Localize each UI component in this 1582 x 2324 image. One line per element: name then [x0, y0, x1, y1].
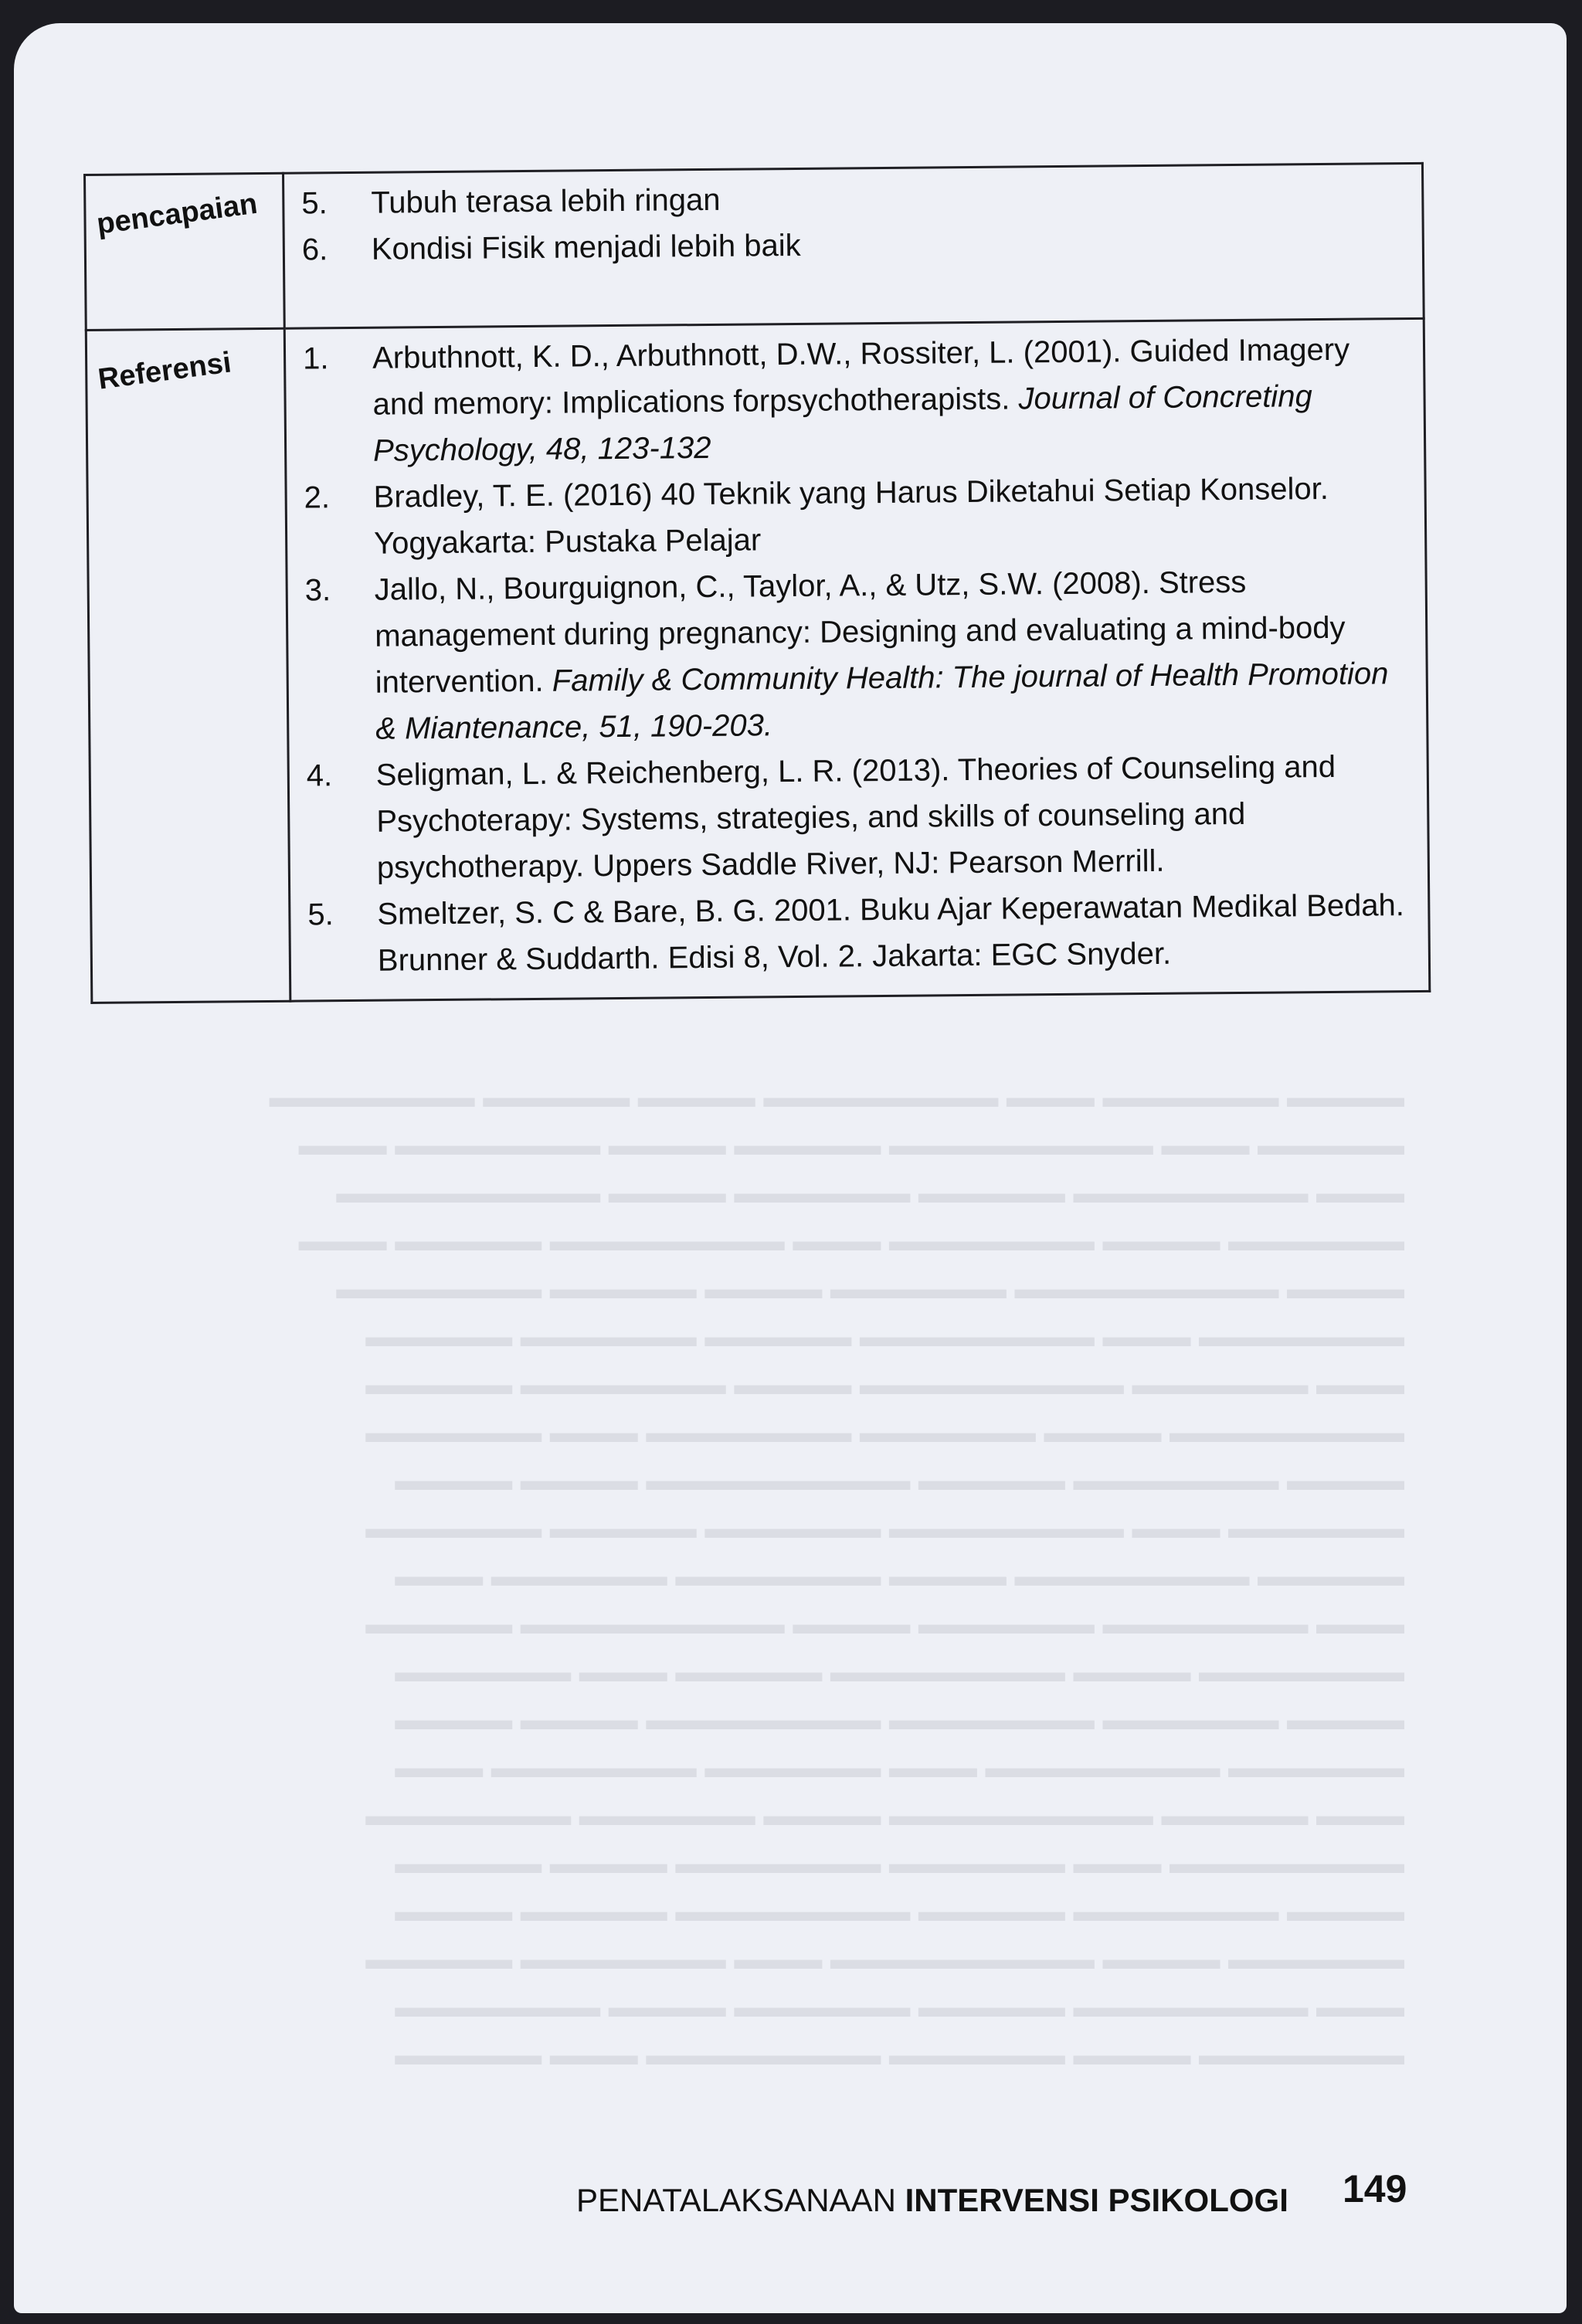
bleed-through-text: ▬▬▬▬ ▬▬▬▬▬▬ ▬▬▬ ▬▬▬▬▬▬▬▬ ▬▬▬▬ ▬▬▬▬▬ ▬▬▬▬▬▬▬ ▬▬▬▬▬ ▬▬▬ ▬▬▬▬▬▬▬▬▬ ▬▬▬▬▬ ▬▬▬▬ ▬▬▬▬▬▬▬ ▬▬▬ ▬▬▬ ▬▬▬▬▬▬▬▬ ▬▬▬▬▬ ▬▬▬▬▬▬ ▬▬▬▬ ▬▬▬▬▬▬▬▬▬ ▬▬▬▬▬▬ ▬▬▬▬ ▬▬▬▬▬▬▬ ▬▬▬ ▬▬▬▬▬▬▬▬ ▬▬▬▬▬ ▬▬▬ ▬▬▬▬ ▬▬▬▬▬▬▬▬▬ ▬▬▬▬▬▬ ▬▬▬▬ ▬▬▬▬▬ ▬▬▬▬▬▬▬ ▬▬▬▬▬▬▬ ▬▬▬ ▬▬▬▬▬▬▬▬ ▬▬▬▬▬ ▬▬▬▬▬▬ ▬▬▬▬▬ ▬▬▬ ▬▬▬▬▬▬ ▬▬▬▬▬▬▬▬▬ ▬▬▬▬ ▬▬▬▬▬▬▬ ▬▬▬▬▬ ▬▬▬▬▬▬▬▬ ▬▬▬▬ ▬▬▬▬▬▬ ▬▬▬▬▬▬▬ ▬▬▬ ▬▬▬▬▬▬ ▬▬▬▬ ▬▬▬▬▬▬▬ ▬▬▬▬▬ ▬▬▬▬▬▬▬▬▬ ▬▬▬▬ ▬▬▬▬ ▬▬▬▬▬▬ ▬▬▬ ▬▬▬▬▬▬▬▬ ▬▬▬▬▬▬ ▬▬▬▬▬ ▬▬▬▬▬▬ ▬▬▬▬▬ ▬▬▬▬▬▬▬▬ ▬▬▬▬ ▬▬▬▬▬▬▬ ▬▬▬▬▬▬ ▬▬▬ ▬▬▬ ▬▬▬▬▬▬▬ ▬▬▬▬▬▬ ▬▬▬▬ ▬▬▬▬▬▬▬▬▬ ▬▬▬▬▬ ▬▬▬▬▬▬▬ ▬▬▬▬ ▬▬▬▬▬▬▬▬ ▬▬▬▬▬ ▬▬▬ ▬▬▬▬▬▬ ▬▬▬▬ ▬▬▬▬▬▬ ▬▬▬▬▬▬▬ ▬▬▬▬▬▬▬▬ ▬▬▬▬ ▬▬▬▬ ▬▬▬▬▬▬ ▬▬▬▬▬▬▬▬ ▬▬▬ ▬▬▬▬▬▬ ▬▬▬▬▬▬▬ ▬▬▬ ▬▬▬ ▬▬▬▬▬ ▬▬▬▬▬▬▬▬▬ ▬▬▬▬ ▬▬▬▬▬▬ ▬▬▬▬▬▬▬ ▬▬▬▬▬▬▬▬ ▬▬▬ ▬▬▬▬▬▬ ▬▬▬▬▬▬▬ ▬▬▬▬ ▬▬▬▬▬ ▬▬▬▬ ▬▬▬▬▬▬▬ ▬▬▬▬▬ ▬▬▬▬▬▬▬▬ ▬▬▬▬▬ ▬▬▬▬ ▬▬▬▬▬▬ ▬▬▬▬ ▬▬▬▬▬▬▬▬▬ ▬▬▬ ▬▬▬▬▬▬▬ ▬▬▬▬▬ ▬▬▬ ▬▬▬▬▬▬▬▬ ▬▬▬▬▬ ▬▬▬▬▬▬ ▬▬▬▬ ▬▬▬▬▬▬▬ ▬▬▬▬▬▬▬ ▬▬▬▬ ▬▬▬▬▬▬ ▬▬▬▬▬▬▬▬ ▬▬▬ ▬▬▬▬▬ [269, 1081, 1404, 2071]
reference-table-wrapper [83, 162, 1431, 1039]
reference-plain: Seligman, L. & Reichenberg, L. R. (2013). Theories of Counseling and Psychoterapy: Systems, strategies, and skills of counseling and psychotherapy. Uppers Saddle River, NJ: Pearson Merrill. [375, 749, 1336, 885]
reference-plain: Jallo, N., Bourguignon, C., Taylor, A., & Utz, S.W. (2008). Stress management during pregnancy: Designing and evaluating a mind-body intervention. [374, 565, 1346, 700]
footer-prefix: PENATALAKSANAAN [576, 2182, 905, 2218]
item-number: 6. [301, 232, 328, 267]
references-list [294, 326, 1405, 984]
reference-italic: Family & Community Health: The journal of Health Promotion & Miantenance, 51, 190-203. [375, 656, 1389, 746]
reference-item [297, 743, 1405, 891]
running-footer [576, 2182, 1288, 2219]
page-number: 149 [1343, 2167, 1407, 2210]
reference-text [374, 558, 1403, 752]
reference-number: 4. [306, 758, 333, 793]
item-number: 5. [301, 186, 328, 221]
references-content-cell [284, 318, 1430, 1001]
reference-text [373, 465, 1401, 567]
achievement-label: pencapaian [94, 187, 260, 241]
reference-table [83, 162, 1431, 1004]
reference-text [372, 326, 1401, 474]
reference-number: 5. [307, 897, 334, 932]
reference-plain: Smeltzer, S. C & Bare, B. G. 2001. Buku Ajar Keperawatan Medikal Bedah. Brunner & Suddarth. Edisi 8, Vol. 2. Jakarta: EGC Snyder. [377, 888, 1405, 978]
table-row-achievement [85, 163, 1424, 330]
reference-item [298, 882, 1405, 984]
list-item [293, 217, 1399, 273]
item-text: Kondisi Fisik menjadi lebih baik [371, 228, 801, 266]
reference-item [294, 326, 1401, 474]
table-row-references [86, 318, 1430, 1003]
references-label: Referensi [96, 346, 233, 396]
achievement-label-cell [85, 173, 285, 330]
reference-item [295, 558, 1403, 752]
references-label-cell [86, 328, 290, 1003]
reference-text [376, 743, 1405, 891]
reference-text [377, 882, 1405, 984]
reference-number: 3. [304, 573, 331, 608]
reference-plain: Arbuthnott, K. D., Arbuthnott, D.W., Rossiter, L. (2001). Guided Imagery and memory: Implications forpsychotherapists. [372, 332, 1350, 422]
achievement-list [292, 171, 1399, 273]
reference-number: 2. [304, 480, 331, 515]
item-text: Tubuh terasa lebih ringan [371, 182, 721, 220]
reference-italic: Journal of Concreting Psychology, 48, 123-132 [372, 379, 1312, 468]
book-page [14, 23, 1567, 2313]
achievement-content-cell [283, 163, 1424, 328]
reference-plain: Bradley, T. E. (2016) 40 Teknik yang Harus Diketahui Setiap Konselor. Yogyakarta: Pustaka Pelajar [373, 471, 1329, 561]
footer-title: INTERVENSI PSIKOLOGI [905, 2182, 1288, 2218]
reference-number: 1. [302, 341, 329, 376]
reference-item [294, 465, 1401, 567]
